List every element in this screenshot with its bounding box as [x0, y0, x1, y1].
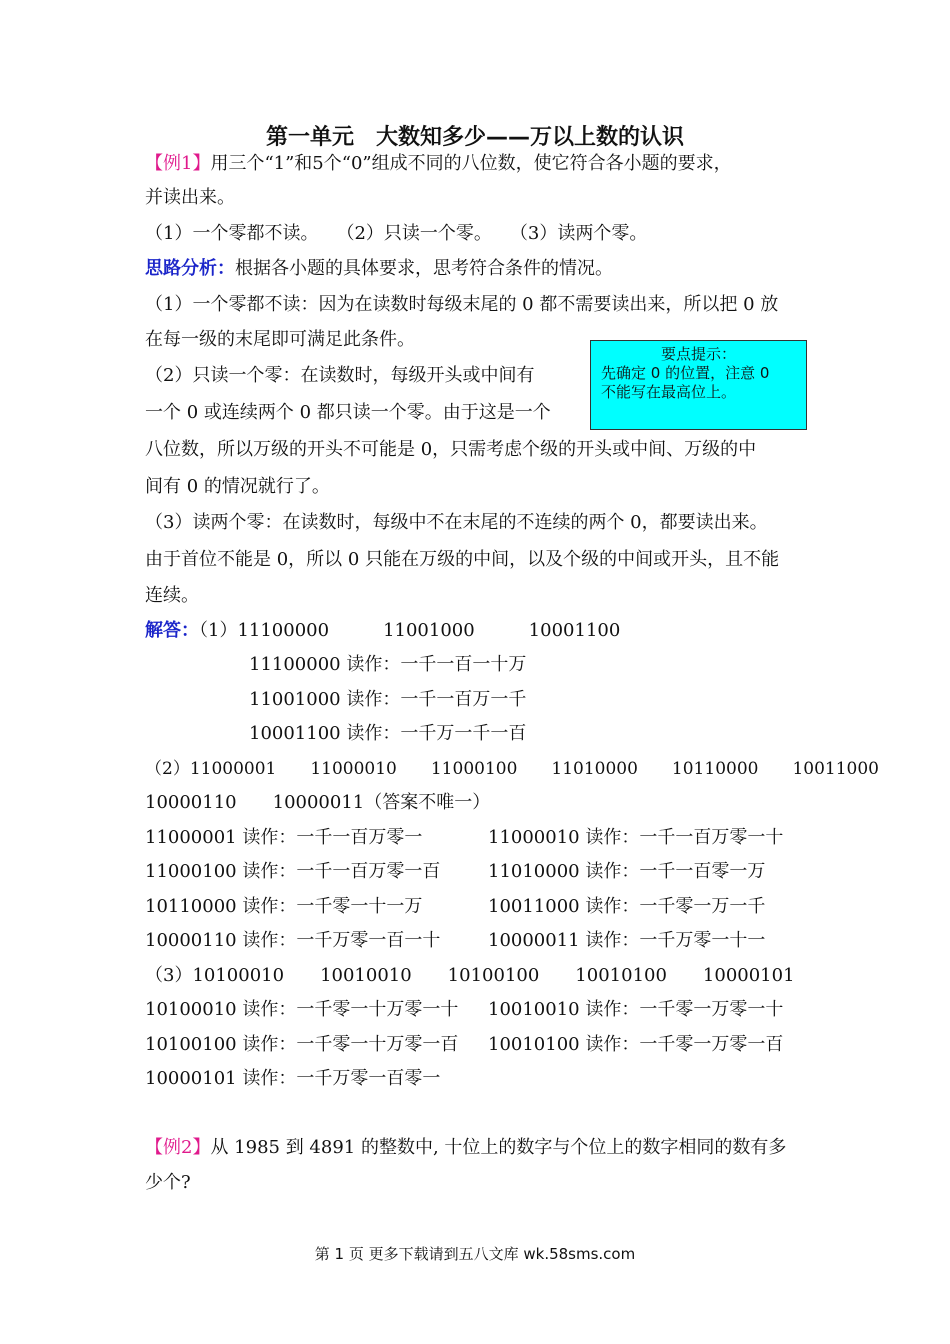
reading-entry: 10011000 读作：一千零一万一千	[488, 896, 766, 917]
answer-part-1-numbers: （1）11100000 11001000 10001100	[199, 620, 621, 641]
reading-entry: 10110000 读作：一千零一十一万	[145, 896, 423, 917]
answer-part-1-reading-2: 11001000 读作：一千一百万一千	[249, 689, 527, 710]
analysis-part-2-line-1: （2）只读一个零：在读数时，每级开头或中间有	[145, 365, 535, 386]
analysis-part-2-line-2: 一个 0 或连续两个 0 都只读一个零。由于这是一个	[145, 402, 551, 423]
example-1-parts: （1）一个零都不读。 （2）只读一个零。 （3）读两个零。	[145, 223, 648, 244]
reading-entry: 10010010 读作：一千零一万零一十	[488, 999, 784, 1020]
reading-entry: 11000010 读作：一千一百万零一十	[488, 827, 784, 848]
answer-part-1-header	[145, 618, 815, 644]
reading-entry: 10000110 读作：一千万零一百一十	[145, 930, 441, 951]
analysis-part-3-line-1: （3）读两个零：在读数时，每级中不在末尾的不连续的两个 0，都要读出来。	[145, 512, 768, 533]
reading-entry: 11000001 读作：一千一百万零一	[145, 827, 423, 848]
example-1-question-text: 用三个“1”和5个“0”组成不同的八位数，使它符合各小题的要求，	[210, 153, 732, 174]
answer-part-2-row	[145, 928, 815, 954]
analysis-intro-line	[145, 256, 815, 282]
answer-part-3-row	[145, 997, 815, 1023]
example-2-question-line-2: 少个?	[145, 1172, 191, 1193]
reading-entry: 10000011 读作：一千万零一十一	[488, 930, 766, 951]
analysis-part-2-line-3: 八位数，所以万级的开头不可能是 0，只需考虑个级的开头或中间、万级的中	[145, 439, 757, 460]
analysis-part-1-line-2: 在每一级的末尾即可满足此条件。	[145, 329, 415, 350]
example-2-label: 【例2】	[145, 1137, 211, 1158]
example-2-question-line-1	[145, 1135, 815, 1161]
answer-part-2-row	[145, 859, 815, 885]
reading-entry: 10100010 读作：一千零一十万零一十	[145, 999, 459, 1020]
answer-part-2-row	[145, 894, 815, 920]
analysis-part-3-line-2: 由于首位不能是 0，所以 0 只能在万级的中间，以及个级的中间或开头，且不能	[145, 549, 780, 570]
example-2-question-text: 从 1985 到 4891 的整数中, 十位上的数字与个位上的数字相同的数有多	[210, 1137, 787, 1158]
answer-part-3-row	[145, 1032, 815, 1058]
tip-text-line-1: 先确定 0 的位置，注意 0	[601, 364, 770, 382]
analysis-intro-text: 根据各小题的具体要求，思考符合条件的情况。	[235, 258, 613, 279]
reading-entry: 11010000 读作：一千一百零一万	[488, 861, 766, 882]
analysis-part-1-line-1: （1）一个零都不读：因为在读数时每级末尾的 0 都不需要读出来，所以把 0 放	[145, 294, 779, 315]
answer-part-3-numbers: （3）10100010 10010010 10100100 10010100 10000101	[145, 965, 795, 986]
tip-title: 要点提示：	[660, 345, 736, 363]
answer-label: 解答：	[145, 620, 199, 641]
answer-part-2-numbers-line-2: 10000110 10000011（答案不唯一）	[145, 792, 491, 813]
answer-part-1-reading-1: 11100000 读作：一千一百一十万	[249, 654, 527, 675]
analysis-label: 思路分析：	[145, 258, 235, 279]
example-1-label: 【例1】	[145, 153, 211, 174]
reading-entry: 11000100 读作：一千一百万零一百	[145, 861, 441, 882]
reading-entry: 10010100 读作：一千零一万零一百	[488, 1034, 784, 1055]
example-1-question-line-2: 并读出来。	[145, 187, 235, 208]
answer-part-3-last-reading: 10000101 读作：一千万零一百零一	[145, 1068, 441, 1089]
answer-part-1-reading-3: 10001100 读作：一千万一千一百	[249, 723, 527, 744]
key-point-tip-box	[590, 340, 807, 430]
analysis-part-2-line-4: 间有 0 的情况就行了。	[145, 476, 330, 497]
reading-entry: 10100100 读作：一千零一十万零一百	[145, 1034, 459, 1055]
page-title: 第一单元 大数知多少——万以上数的认识	[265, 125, 684, 150]
answer-part-2-row	[145, 825, 815, 851]
page-footer: 第 1 页 更多下载请到五八文库 wk.58sms.com	[314, 1245, 636, 1263]
analysis-part-3-line-3: 连续。	[145, 585, 199, 606]
answer-part-2-numbers-line-1: （2）11000001 11000010 11000100 11010000 10110000 10011000	[145, 759, 879, 779]
example-1-question-line-1	[145, 151, 815, 177]
tip-text-line-2: 不能写在最高位上。	[601, 383, 737, 401]
